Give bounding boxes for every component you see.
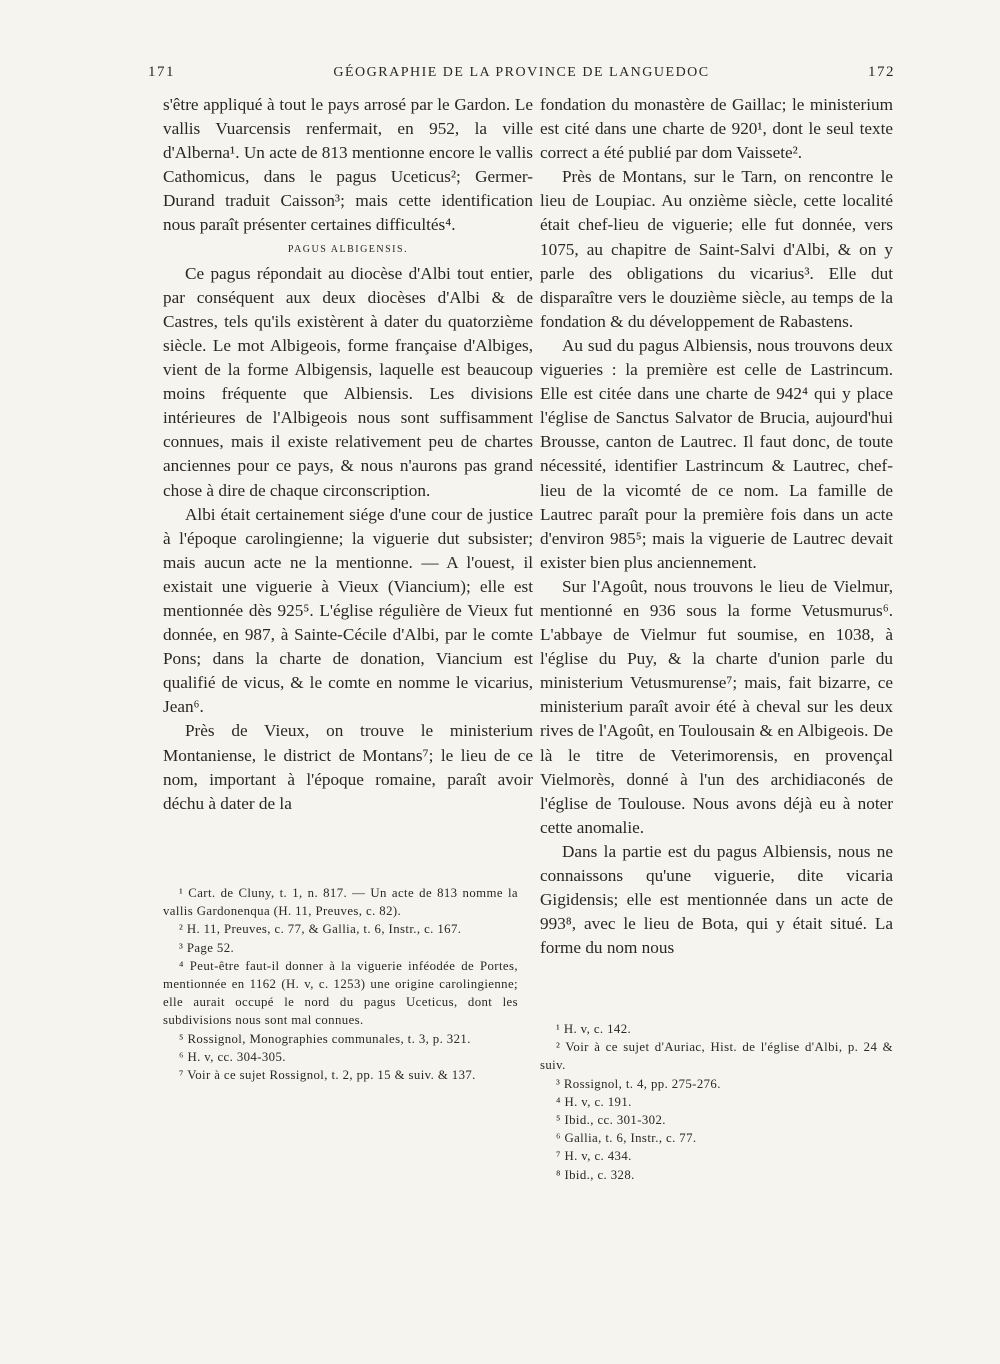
footnote: ⁸ Ibid., c. 328. xyxy=(556,1167,635,1182)
footnote: ⁶ Gallia, t. 6, Instr., c. 77. xyxy=(556,1131,697,1146)
paragraph: Près de Montans, sur le Tarn, on rencontre le lieu de Loupiac. Au onzième siècle, cette localité était chef-lieu de viguerie; elle fut donnée, vers 1075, au chapitre de Saint-Salvi d'Albi, & on y parle des obligations du vicarius³. Elle dut disparaître vers le douzième siècle, au temps de la fondation & du développement de Rabastens. xyxy=(540,167,893,331)
page-number-left: 171 xyxy=(148,64,175,80)
footnote: ⁷ Voir à ce sujet Rossignol, t. 2, pp. 15 & suiv. & 137. xyxy=(179,1068,476,1083)
left-footnotes xyxy=(163,884,518,1084)
footnote: ⁶ H. v, cc. 304-305. xyxy=(179,1049,286,1064)
footnote: ⁷ H. v, c. 434. xyxy=(556,1149,632,1164)
paragraph: Près de Vieux, on trouve le ministerium Montaniense, le district de Montans⁷; le lieu de ce nom, important à l'époque romaine, paraît avoir déchu à dater de la xyxy=(163,721,533,813)
footnote: ⁴ H. v, c. 191. xyxy=(556,1094,632,1109)
paragraph: Au sud du pagus Albiensis, nous trouvons deux vigueries : la première est celle de Lastrincum. Elle est citée dans une charte de 942⁴ qui y place l'église de Sanctus Salvator de Brucia, aujourd'hui Brousse, canton de Lautrec. Il faut donc, de toute nécessité, identifier Lastrincum & Lautrec, chef-lieu de la vicomté de ce nom. La famille de Lautrec paraît pour la première fois dans un acte d'environ 985⁵; mais la viguerie de Lautrec devait exister bien plus anciennement. xyxy=(540,335,893,572)
paragraph: Dans la partie est du pagus Albiensis, nous ne connaissons qu'une viguerie, dite vicaria Gigidensis; elle est mentionnée dans un acte de 993⁸, avec le lieu de Bota, qui y était situé. La forme du nom nous xyxy=(540,841,893,958)
footnote: ² H. 11, Preuves, c. 77, & Gallia, t. 6, Instr., c. 167. xyxy=(179,922,462,937)
footnote: ⁴ Peut-être faut-il donner à la viguerie inféodée de Portes, mentionnée en 1162 (H. v, c. 1253) une origine carolingienne; elle aurait occupé le nord du pagus Uceticus, dont les subdivisions nous sont mal connues. xyxy=(163,958,518,1028)
footnote: ³ Page 52. xyxy=(179,940,235,955)
left-column xyxy=(163,93,533,816)
paragraph: s'être appliqué à tout le pays arrosé par le Gardon. Le vallis Vuarcensis renfermait, en 952, la ville d'Alberna¹. Un acte de 813 mentionne encore le vallis Cathomicus, dans le pagus Uceticus²; Germer-Durand traduit Caisson³; mais cette identification nous paraît présenter certaines difficultés⁴. xyxy=(163,95,533,235)
footnote: ² Voir à ce sujet d'Auriac, Hist. de l'église d'Albi, p. 24 & suiv. xyxy=(540,1040,893,1073)
running-title: GÉOGRAPHIE DE LA PROVINCE DE LANGUEDOC xyxy=(333,65,710,80)
section-title: PAGUS ALBIGENSIS. xyxy=(287,243,409,255)
running-header xyxy=(148,64,895,81)
paragraph: Albi était certainement siége d'une cour de justice à l'époque carolingienne; la viguerie dut subsister; mais aucun acte ne la mentionne. — A l'ouest, il existait une viguerie à Vieux (Viancium); elle est mentionnée dès 925⁵. L'église régulière de Vieux fut donnée, en 987, à Sainte-Cécile d'Albi, par le comte Pons; dans la charte de donation, Viancium est qualifié de vicus, & le comte en nomme le vicarius, Jean⁶. xyxy=(163,504,533,717)
footnote: ⁵ Ibid., cc. 301-302. xyxy=(556,1113,666,1128)
footnote: ⁵ Rossignol, Monographies communales, t. 3, p. 321. xyxy=(179,1031,471,1046)
footnote: ¹ H. v, c. 142. xyxy=(556,1022,632,1036)
footnote: ¹ Cart. de Cluny, t. 1, n. 817. — Un acte de 813 nomme la vallis Gardonenqua (H. 11, Preuves, c. 82). xyxy=(163,886,518,919)
page-number-right: 172 xyxy=(867,64,895,80)
paragraph: Sur l'Agoût, nous trouvons le lieu de Vielmur, mentionné en 936 sous la forme Vetusmurus⁶. L'abbaye de Vielmur fut soumise, en 1038, à l'église du Puy, & la charte d'union parle du ministerium Vetusmurense⁷; mais, fait bizarre, ce ministerium paraît avoir été à cheval sur les deux rives de l'Agoût, en Toulousain & en Albigeois. De là le titre de Veterimorensis, en provençal Vielmorès, donné à l'un des archidiaconés de l'église de Toulouse. Nous avons déjà eu à noter cette anomalie. xyxy=(540,576,893,837)
footnote: ³ Rossignol, t. 4, pp. 275-276. xyxy=(556,1076,721,1091)
paragraph: fondation du monastère de Gaillac; le ministerium est cité dans une charte de 920¹, dont le seul texte correct a été publié par dom Vaissete². xyxy=(540,95,893,163)
right-footnotes xyxy=(540,1020,893,1184)
right-column xyxy=(540,93,893,960)
paragraph: Ce pagus répondait au diocèse d'Albi tout entier, par conséquent aux deux diocèses d'Albi & de Castres, tels qu'ils existèrent à dater du quatorzième siècle. Le mot Albigeois, forme française d'Albiges, vient de la forme Albigensis, laquelle est beaucoup moins fréquente que Albiensis. Les divisions intérieures de l'Albigeois nous sont suffisamment connues, mais il existe relativement peu de chartes anciennes pour ce pays, & nous n'aurons pas grand chose à dire de chaque circonscription. xyxy=(163,263,533,500)
